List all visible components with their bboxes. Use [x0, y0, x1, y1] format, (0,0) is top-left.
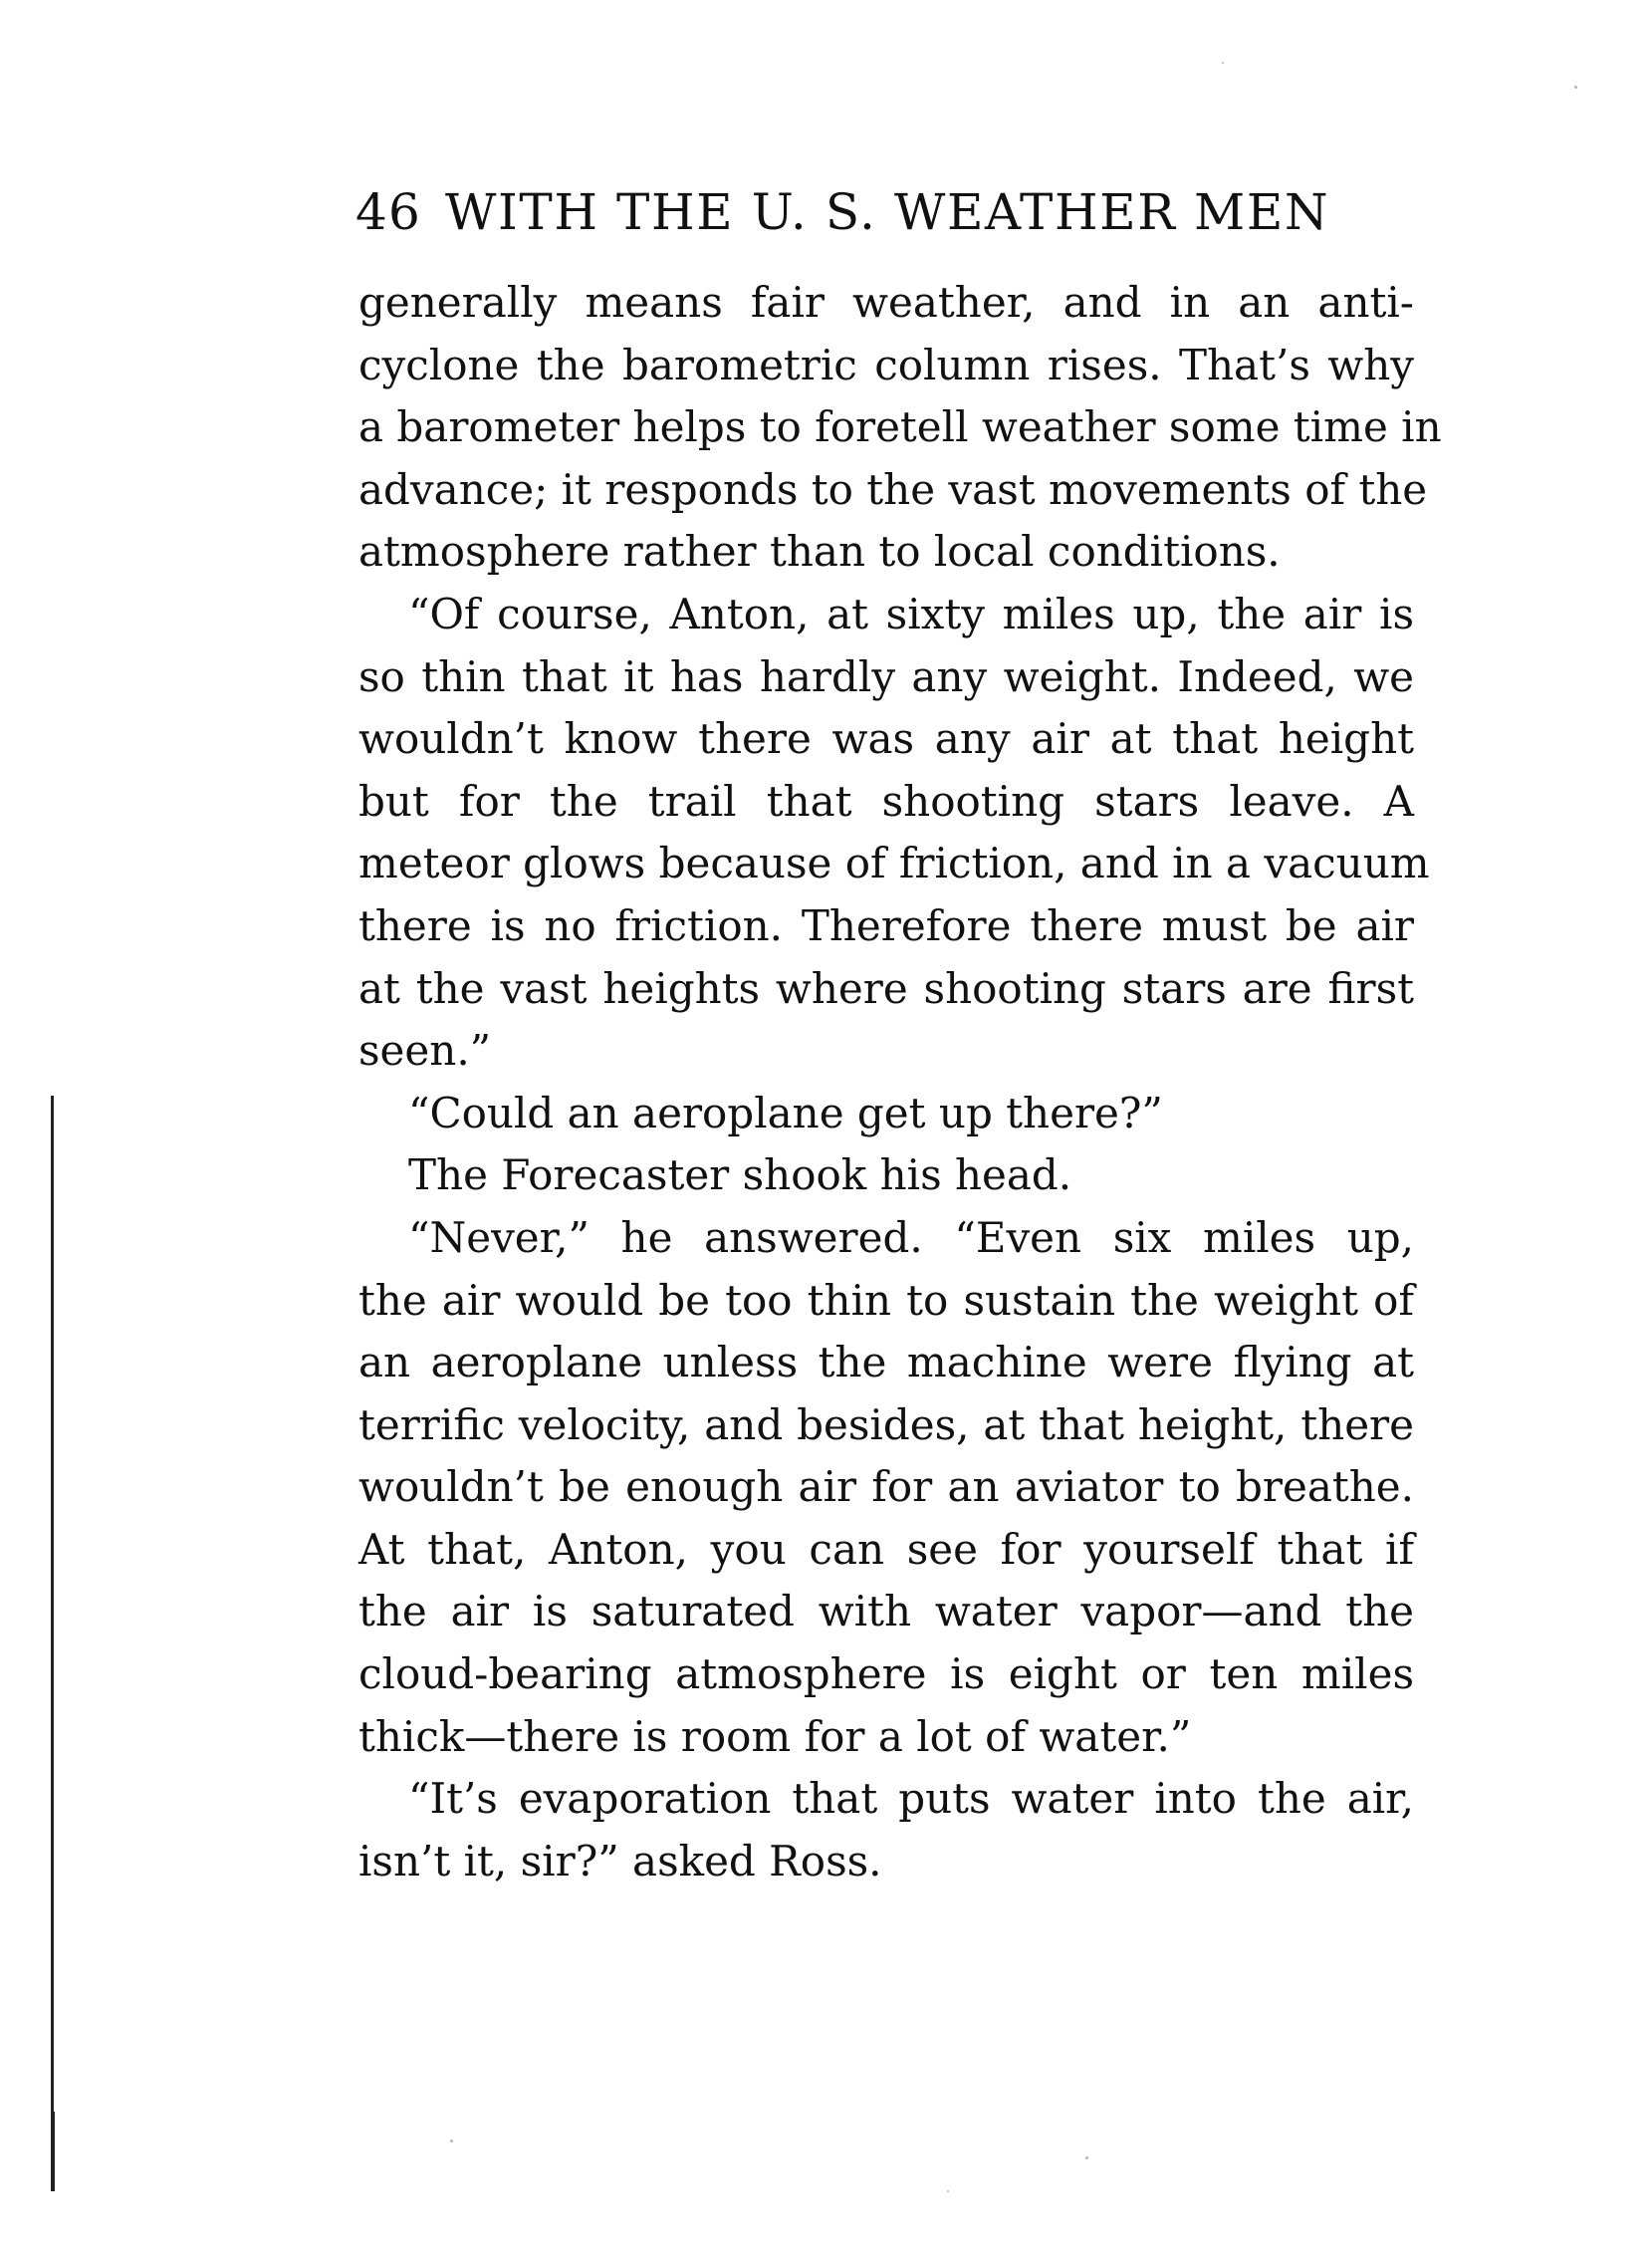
text-line: there is no friction. Therefore there must be air [358, 900, 1414, 950]
paragraph [358, 272, 1442, 584]
page-number: 46 [355, 183, 422, 241]
text-line: “It’s evaporation that puts water into the air, [408, 1774, 1414, 1824]
running-title: WITH THE U. S. WEATHER MEN [445, 183, 1330, 241]
text-line: The Forecaster shook his head. [408, 1150, 1072, 1200]
text-line: the air is saturated with water vapor—and the [358, 1587, 1414, 1636]
body-text [358, 272, 1442, 1892]
text-line: advance; it responds to the vast movements of the [358, 464, 1428, 514]
paper-speck [1085, 2156, 1088, 2159]
text-line: wouldn’t be enough air for an aviator to breathe. [358, 1462, 1414, 1512]
text-line: At that, Anton, you can see for yourself that if [358, 1524, 1414, 1574]
running-header [355, 183, 1411, 267]
text-line: but for the trail that shooting stars leave. A [358, 776, 1414, 826]
paper-speck [450, 2139, 453, 2142]
text-line: meteor glows because of friction, and in a vacuum [358, 839, 1430, 888]
text-line: “Of course, Anton, at sixty miles up, the air is [408, 589, 1414, 638]
text-line: cyclone the barometric column rises. That’s why [358, 340, 1414, 389]
text-line: wouldn’t know there was any air at that height [358, 714, 1414, 764]
text-line: isn’t it, sir?” asked Ross. [358, 1836, 882, 1885]
text-line: “Never,” he answered. “Even six miles up, [408, 1212, 1414, 1262]
page-edge-line [51, 1096, 54, 2176]
text-line: thick—there is room for a lot of water.” [358, 1711, 1192, 1761]
text-line: atmosphere rather than to local conditions. [358, 527, 1281, 577]
paragraph [358, 1768, 1414, 1892]
page-edge-line [51, 2112, 55, 2191]
paragraph [358, 1083, 1414, 1145]
text-line: generally means fair weather, and in an anti- [358, 278, 1414, 327]
text-line: terrific velocity, and besides, at that height, there [358, 1399, 1414, 1449]
paper-speck [1574, 86, 1577, 89]
paragraph [358, 584, 1430, 1083]
text-line: cloud-bearing atmosphere is eight or ten miles [358, 1649, 1414, 1699]
text-line: the air would be too thin to sustain the weight of [358, 1275, 1414, 1325]
text-line: so thin that it has hardly any weight. Indeed, we [358, 651, 1414, 701]
text-line: seen.” [358, 1026, 492, 1076]
paragraph [358, 1207, 1414, 1768]
paragraph [358, 1144, 1414, 1207]
paper-speck [947, 2190, 949, 2192]
text-line: an aeroplane unless the machine were flying at [358, 1338, 1414, 1387]
text-line: at the vast heights where shooting stars are first [358, 963, 1414, 1013]
text-line: “Could an aeroplane get up there?” [408, 1088, 1163, 1137]
text-line: a barometer helps to foretell weather some time in [358, 402, 1442, 452]
paper-speck [1222, 62, 1224, 64]
